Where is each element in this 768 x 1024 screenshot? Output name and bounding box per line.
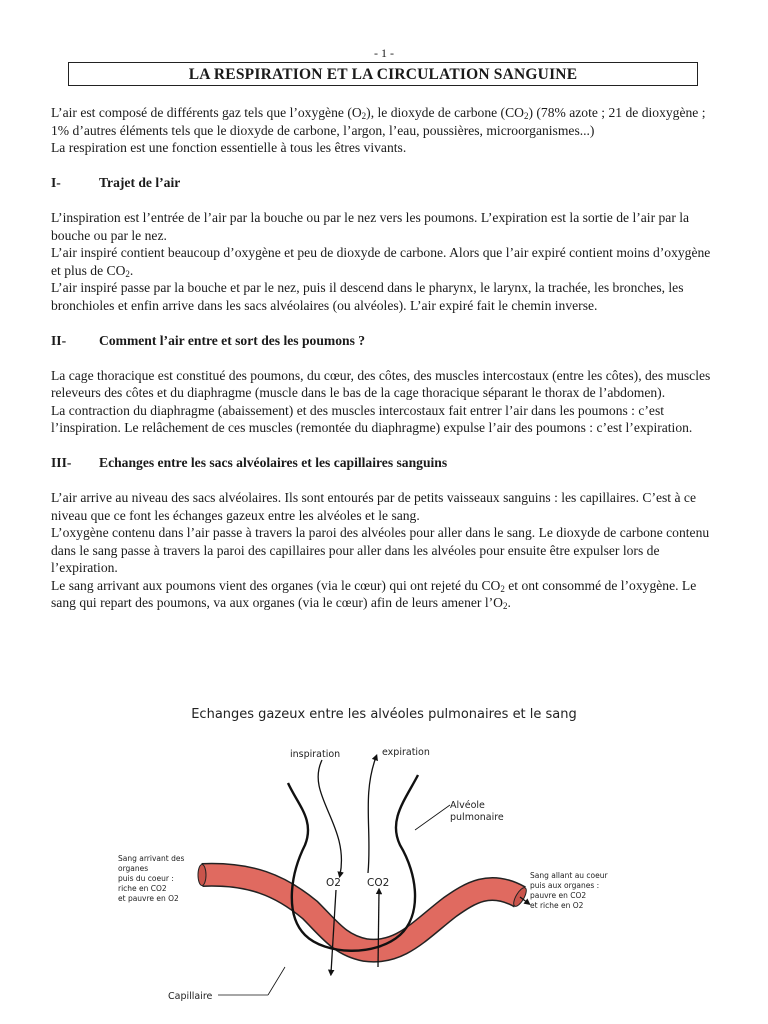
section-2-paragraph-1: La cage thoracique est constitué des poumons, du cœur, des côtes, des muscles intercostaux (entre les côtes), des muscles releveurs des côtes et du diaphragme (muscle dans le bas de la cage thoracique séparant le thorax de l’abdomen). <box>51 367 711 400</box>
left-label-1: Sang arrivant des <box>118 854 185 863</box>
intro-paragraph-2: La respiration est une fonction essentielle à tous les êtres vivants. <box>51 140 407 155</box>
gas-exchange-diagram <box>100 735 660 1015</box>
section-3-paragraph-2: L’oxygène contenu dans l’air passe à travers la paroi des alvéoles pour aller dans le sang. Le dioxyde de carbone contenu dans le sang passe à travers la paroi des capillaires pour aller dans les alvéoles pour ensuite être expulser lors de l’expiration. <box>51 525 710 575</box>
left-label-4: riche en CO2 <box>118 884 167 893</box>
left-label-2: organes <box>118 864 149 873</box>
alveole-label-2: pulmonaire <box>450 812 504 823</box>
right-label-1: Sang allant au coeur <box>530 871 608 880</box>
section-1-paragraph-2: L’air inspiré contient beaucoup d’oxygène et peu de dioxyde de carbone. Alors que l’air expiré contient moins d’oxygène et plus de $CO_2$. <box>51 245 711 279</box>
document-body <box>51 104 719 612</box>
expiration-label: expiration <box>382 747 430 758</box>
inspiration-arrow <box>318 760 341 875</box>
section-2-paragraph-2: La contraction du diaphragme (abaissement) et des muscles intercostaux fait entrer l’air dans les poumons : c’est l’inspiration. Le relâchement de ces muscles (remontée du diaphragme) expulse l’air des poumons : c’est l’expiration. <box>51 402 693 435</box>
o2-label: O2 <box>326 877 341 889</box>
co2-label: CO2 <box>367 877 390 889</box>
right-label-3: pauvre en CO2 <box>530 891 587 900</box>
section-3-paragraph-3: Le sang arrivant aux poumons vient des organes (via le cœur) qui ont rejeté du $CO_2$ et ont consommé de l’oxygène. Le sang qui repart des poumons, va aux organes (via le cœur) afin de leurs amener $l’O_2$. <box>51 577 697 611</box>
section-1-heading: I- Trajet de l’air <box>51 175 181 190</box>
expiration-arrow <box>368 757 376 873</box>
capillaire-label: Capillaire <box>168 991 213 1002</box>
left-label-3: puis du coeur : <box>118 874 174 883</box>
section-1-paragraph-1: L’inspiration est l’entrée de l’air par la bouche ou par le nez vers les poumons. L’expiration est la sortie de l’air par la bouche ou par le nez. <box>51 210 690 243</box>
right-label-4: et riche en O2 <box>530 901 584 910</box>
left-label-5: et pauvre en O2 <box>118 894 179 903</box>
page-title: LA RESPIRATION ET LA CIRCULATION SANGUINE <box>68 62 698 86</box>
capillary-vessel-fill <box>202 875 520 951</box>
right-label-2: puis aux organes : <box>530 881 600 890</box>
intro-paragraph-1: L’air est composé de différents gaz tels que l’oxygène $(O_2)$, le dioxyde de carbone $(CO_2)$ (78% azote ; 21 de dioxygène ; 1% d’autres éléments tels que le dioxyde de carbone, l’argon, l’eau, poussières, microorganismes...) <box>51 105 706 138</box>
inspiration-label: inspiration <box>290 749 341 760</box>
page-number: - 1 - <box>374 46 394 60</box>
section-3-paragraph-1: L’air arrive au niveau des sacs alvéolaires. Ils sont entourés par de petits vaisseaux sanguins : les capillaires. C’est à ce niveau que ce font les échanges gazeux entre les alvéoles et le sang. <box>51 490 696 523</box>
diagram-title: Echanges gazeux entre les alvéoles pulmonaires et le sang <box>191 707 577 722</box>
section-1-paragraph-3: L’air inspiré passe par la bouche et par le nez, puis il descend dans le pharynx, le larynx, la trachée, les bronches, les bronchioles et enfin arrive dans les sacs alvéolaires (ou alvéoles). L’air expiré fait le chemin inverse. <box>51 280 684 313</box>
alveole-label-1: Alvéole <box>450 800 485 811</box>
section-2-heading: II- Comment l’air entre et sort des les poumons ? <box>51 332 366 348</box>
capillaire-leader-diagonal <box>268 967 285 995</box>
alveole-leader-line <box>415 805 450 830</box>
vessel-left-end <box>198 865 206 886</box>
section-3-heading: III- Echanges entre les sacs alvéolaires et les capillaires sanguins <box>51 455 448 470</box>
